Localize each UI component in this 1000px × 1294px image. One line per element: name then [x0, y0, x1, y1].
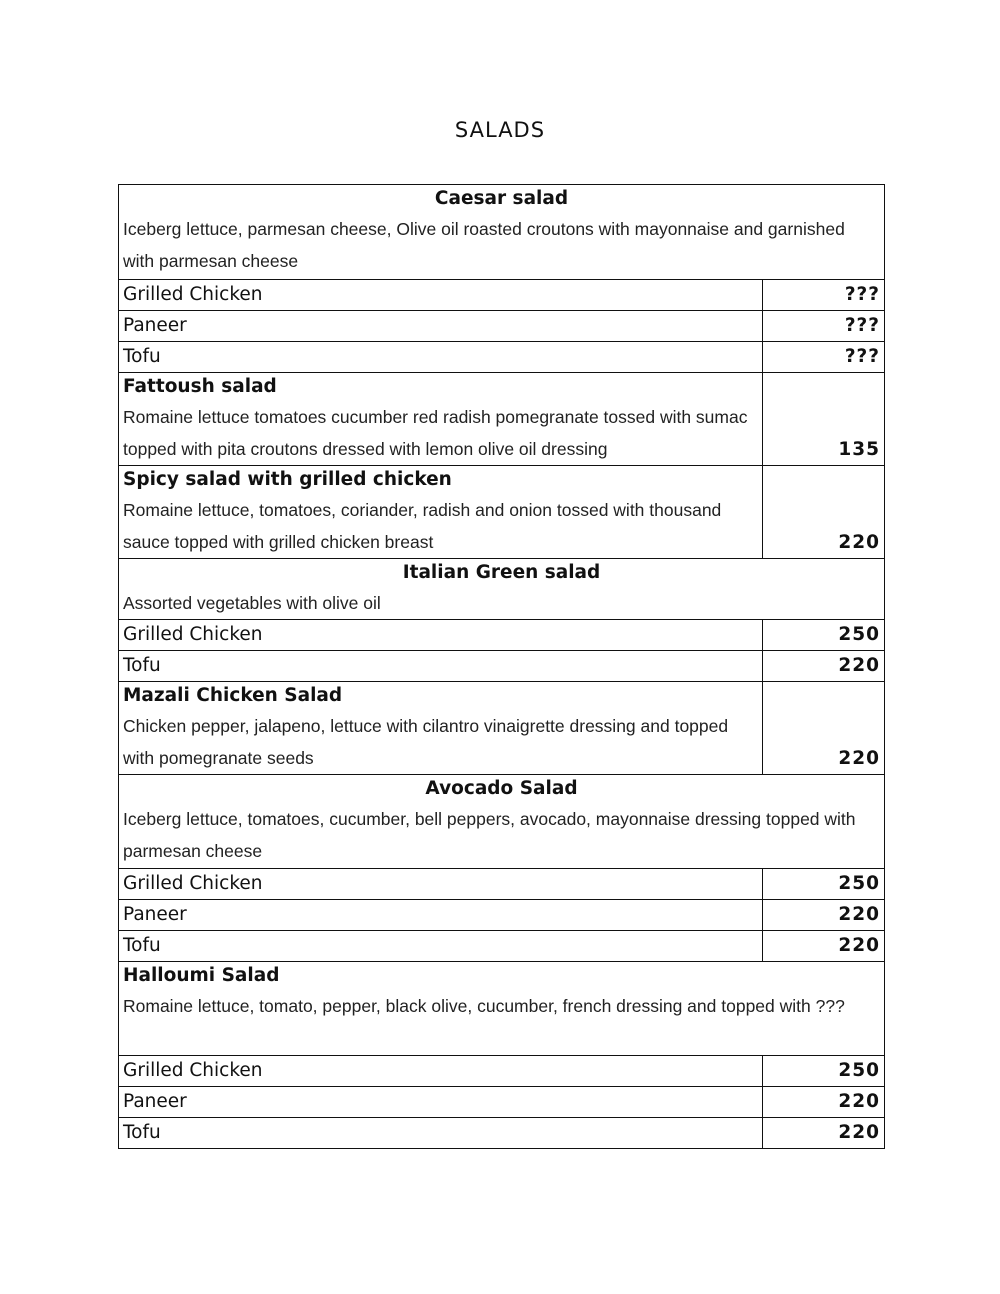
caesar-title: Caesar salad	[434, 188, 569, 209]
table-row	[119, 280, 885, 311]
option-price: 250	[763, 1056, 885, 1087]
option-price: ???	[763, 311, 885, 342]
avocado-description: Iceberg lettuce, tomatoes, cucumber, bell peppers, avocado, mayonnaise dressing topped with parmesan cheese	[123, 809, 856, 861]
mazali-description: Chicken pepper, jalapeno, lettuce with cilantro vinaigrette dressing and topped with pomegranate seeds	[123, 716, 729, 768]
spicy-row	[119, 466, 885, 559]
option-label: Tofu	[123, 346, 161, 367]
option-name	[119, 1118, 763, 1149]
caesar-header-row	[119, 185, 885, 280]
page-title: SALADS	[454, 118, 546, 142]
caesar-description: Iceberg lettuce, parmesan cheese, Olive oil roasted croutons with mayonnaise and garnished with parmesan cheese	[123, 219, 845, 271]
mazali-price: 220	[763, 682, 885, 775]
fattoush-cell	[119, 373, 763, 466]
table-row	[119, 342, 885, 373]
option-price: 220	[763, 900, 885, 931]
option-name	[119, 1087, 763, 1118]
spicy-title: Spicy salad with grilled chicken	[123, 469, 452, 490]
spicy-description: Romaine lettuce, tomatoes, coriander, radish and onion tossed with thousand sauce topped with grilled chicken breast	[123, 500, 722, 552]
fattoush-row	[119, 373, 885, 466]
halloumi-description: Romaine lettuce, tomato, pepper, black olive, cucumber, french dressing and topped with ???	[123, 996, 845, 1016]
option-name	[119, 311, 763, 342]
option-label: Grilled Chicken	[123, 624, 263, 645]
italian-header-row	[119, 559, 885, 620]
option-price: 220	[763, 651, 885, 682]
option-name	[119, 931, 763, 962]
halloumi-header-row	[119, 962, 885, 1056]
italian-cell	[119, 559, 885, 620]
option-price: 250	[763, 869, 885, 900]
table-row	[119, 1087, 885, 1118]
option-price: 220	[763, 1087, 885, 1118]
salad-menu-table	[118, 184, 885, 1149]
option-name	[119, 651, 763, 682]
option-price: 220	[763, 1118, 885, 1149]
option-name	[119, 900, 763, 931]
table-row	[119, 1118, 885, 1149]
fattoush-description: Romaine lettuce tomatoes cucumber red radish pomegranate tossed with sumac topped with pita croutons dressed with lemon olive oil dressing	[123, 407, 748, 459]
table-row	[119, 620, 885, 651]
avocado-cell	[119, 775, 885, 869]
italian-description: Assorted vegetables with olive oil	[123, 593, 381, 613]
option-label: Tofu	[123, 655, 161, 676]
avocado-header-row	[119, 775, 885, 869]
halloumi-cell	[119, 962, 885, 1056]
avocado-title: Avocado Salad	[425, 778, 578, 799]
option-label: Tofu	[123, 935, 161, 956]
table-row	[119, 869, 885, 900]
option-name	[119, 869, 763, 900]
table-row	[119, 900, 885, 931]
option-label: Paneer	[123, 904, 187, 925]
table-row	[119, 1056, 885, 1087]
option-label: Grilled Chicken	[123, 1060, 263, 1081]
option-price: 250	[763, 620, 885, 651]
option-price: ???	[763, 280, 885, 311]
option-name	[119, 620, 763, 651]
option-label: Grilled Chicken	[123, 873, 263, 894]
fattoush-price: 135	[763, 373, 885, 466]
option-name	[119, 280, 763, 311]
caesar-cell	[119, 185, 885, 280]
option-label: Tofu	[123, 1122, 161, 1143]
option-label: Paneer	[123, 315, 187, 336]
spicy-cell	[119, 466, 763, 559]
option-price: ???	[763, 342, 885, 373]
mazali-row	[119, 682, 885, 775]
fattoush-title: Fattoush salad	[123, 376, 277, 397]
italian-title: Italian Green salad	[402, 562, 601, 583]
table-row	[119, 651, 885, 682]
spicy-price: 220	[763, 466, 885, 559]
option-label: Paneer	[123, 1091, 187, 1112]
table-row	[119, 931, 885, 962]
option-name	[119, 1056, 763, 1087]
option-label: Grilled Chicken	[123, 284, 263, 305]
option-name	[119, 342, 763, 373]
option-price: 220	[763, 931, 885, 962]
mazali-cell	[119, 682, 763, 775]
mazali-title: Mazali Chicken Salad	[123, 685, 343, 706]
halloumi-title: Halloumi Salad	[123, 965, 280, 986]
table-row	[119, 311, 885, 342]
